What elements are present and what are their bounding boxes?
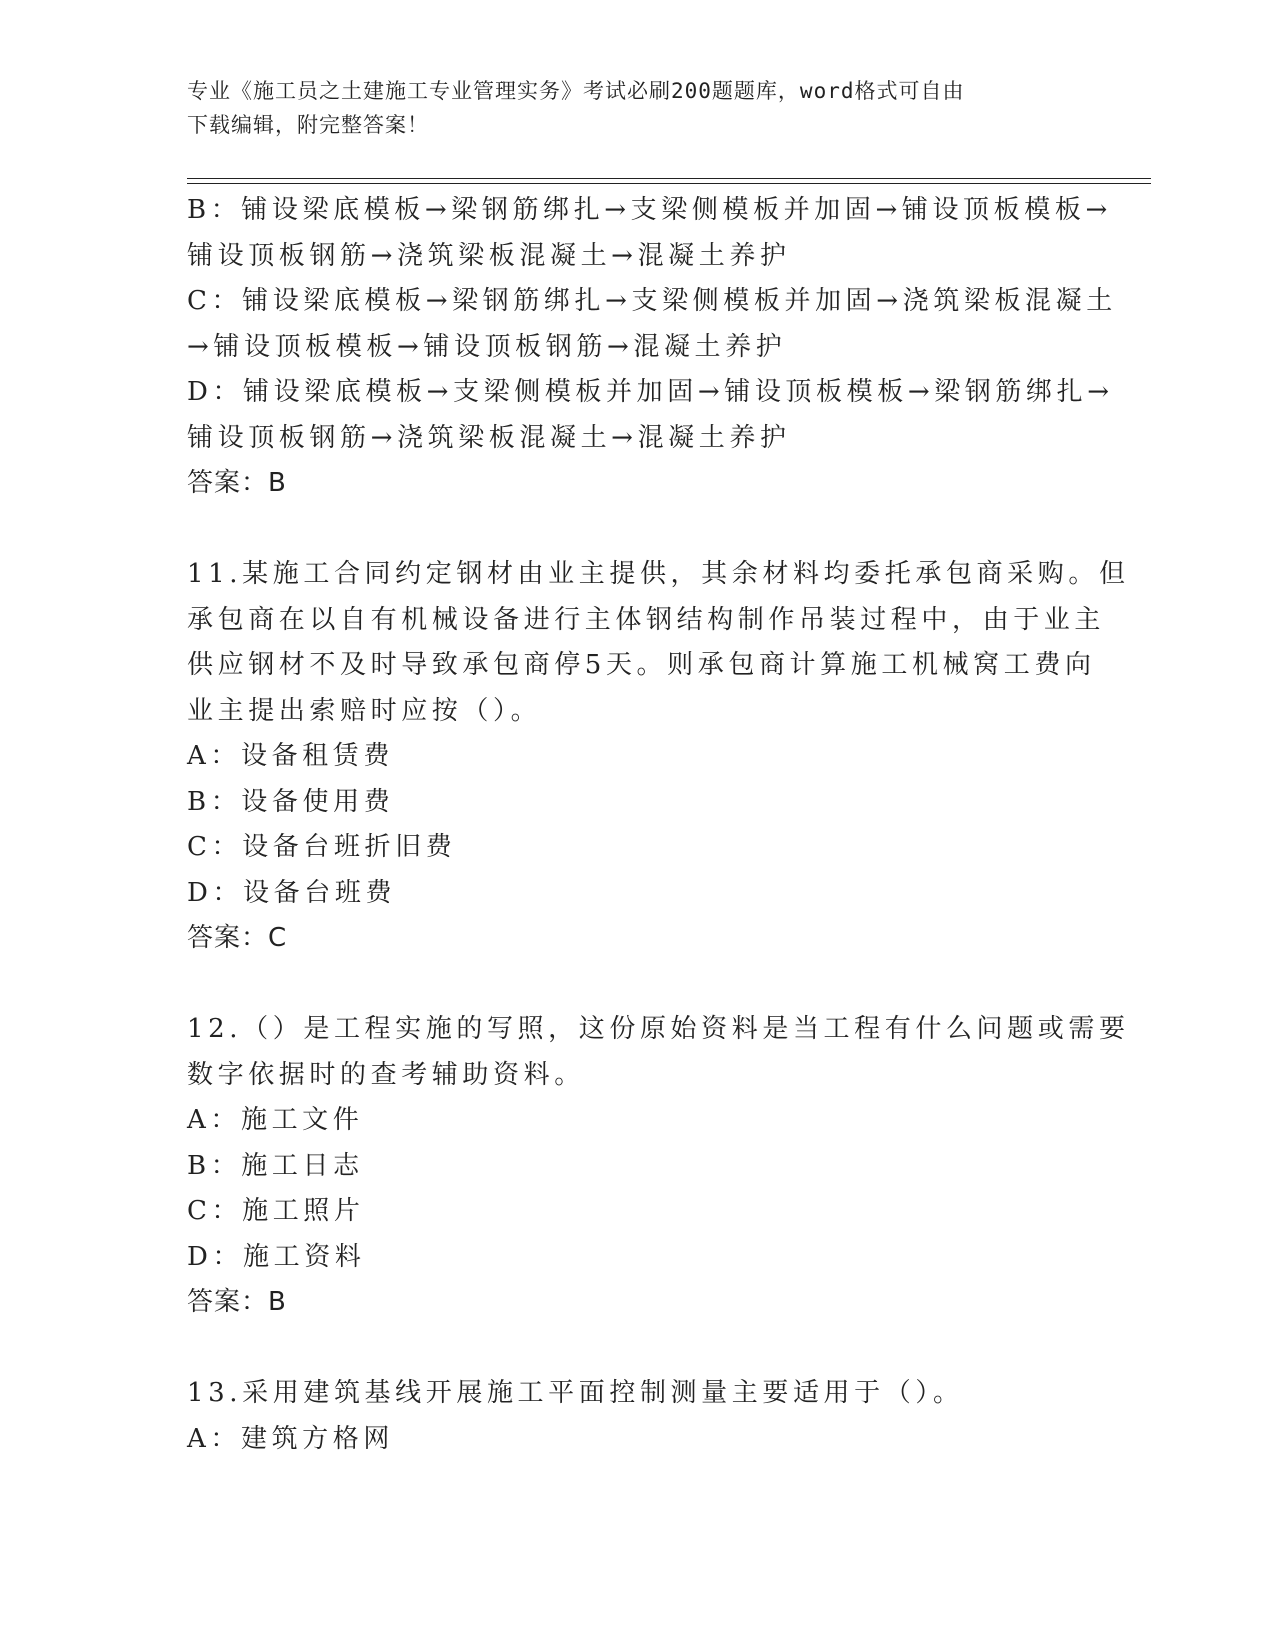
question-10-continued bbox=[187, 188, 1117, 507]
option-d: D：设备台班费 bbox=[187, 877, 397, 908]
option-d-line-2: 铺设顶板钢筋→浇筑梁板混凝土→混凝土养护 bbox=[187, 422, 791, 453]
document-body bbox=[187, 188, 1130, 1462]
question-stem-line-4: 业主提出索赔时应按（）。 bbox=[187, 695, 542, 726]
question-stem-line-1: 12.（）是工程实施的写照，这份原始资料是当工程有什么问题或需要 bbox=[187, 1014, 1130, 1044]
question-stem-line-1: 11.某施工合同约定钢材由业主提供，其余材料均委托承包商采购。但 bbox=[187, 559, 1130, 589]
option-b: B：设备使用费 bbox=[187, 786, 395, 817]
option-a: A：建筑方格网 bbox=[187, 1423, 394, 1454]
option-c-line-2: →铺设顶板模板→铺设顶板钢筋→混凝土养护 bbox=[187, 331, 787, 362]
question-13 bbox=[187, 1371, 1087, 1462]
header-line-2: 下载编辑，附完整答案！ bbox=[187, 113, 429, 137]
question-stem-line-1: 13.采用建筑基线开展施工平面控制测量主要适用于（）。 bbox=[187, 1378, 964, 1408]
option-c-line-1: C：铺设梁底模板→梁钢筋绑扎→支梁侧模板并加固→浇筑梁板混凝土 bbox=[187, 286, 1117, 316]
option-d-line-1: D：铺设梁底模板→支梁侧模板并加固→铺设顶板模板→梁钢筋绑扎→ bbox=[187, 377, 1114, 407]
question-stem-line-3: 供应钢材不及时导致承包商停5天。则承包商计算施工机械窝工费向 bbox=[187, 650, 1096, 680]
question-stem-line-2: 承包商在以自有机械设备进行主体钢结构制作吊装过程中，由于业主 bbox=[187, 604, 1106, 635]
option-a: A：设备租赁费 bbox=[187, 741, 394, 771]
header-rule-top bbox=[187, 178, 1151, 179]
option-c: C：设备台班折旧费 bbox=[187, 832, 457, 862]
document-header bbox=[187, 74, 1067, 142]
option-d: D：施工资料 bbox=[187, 1241, 366, 1272]
option-b: B：施工日志 bbox=[187, 1150, 364, 1181]
question-12 bbox=[187, 1007, 1130, 1326]
header-rule-bottom bbox=[187, 183, 1151, 184]
option-c: C：施工照片 bbox=[187, 1196, 365, 1226]
question-stem-line-2: 数字依据时的查考辅助资料。 bbox=[187, 1059, 585, 1090]
option-a: A：施工文件 bbox=[187, 1105, 364, 1135]
answer: 答案：B bbox=[187, 1287, 287, 1317]
option-b-line-2: 铺设顶板钢筋→浇筑梁板混凝土→混凝土养护 bbox=[187, 240, 791, 271]
answer: 答案：C bbox=[187, 923, 288, 953]
option-b-line-1: B：铺设梁底模板→梁钢筋绑扎→支梁侧模板并加固→铺设顶板模板→ bbox=[187, 195, 1112, 225]
header-line-1: 专业《施工员之土建施工专业管理实务》考试必刷200题题库，word格式可自由 bbox=[187, 79, 965, 103]
answer: 答案：B bbox=[187, 468, 287, 498]
question-11 bbox=[187, 552, 1130, 962]
